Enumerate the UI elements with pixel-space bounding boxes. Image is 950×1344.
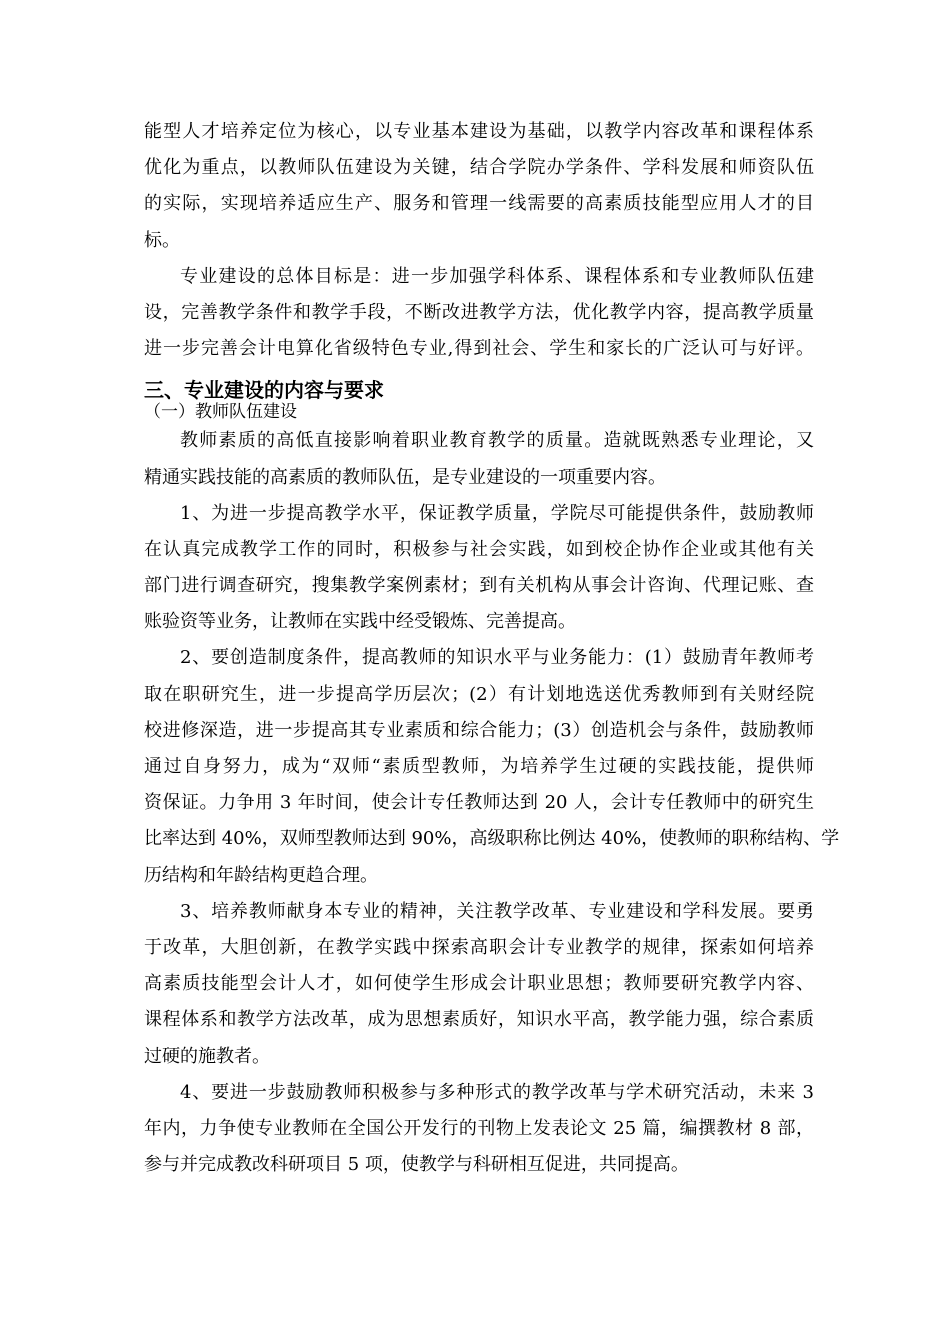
text-line: 账验资等业务，让教师在实践中经受锻炼、完善提高。 [144,611,576,633]
paragraph-teacher-quality [144,427,814,499]
text-line: 课程体系和教学方法改革，成为思想素质好，知识水平高，教学能力强，综合素质 [144,1009,814,1031]
text-line: 年内，力争使专业教师在全国公开发行的刊物上发表论文 25 篇，编撰教材 8 部， [144,1117,814,1139]
text-line: 标。 [144,229,180,251]
text-line: 的实际，实现培养适应生产、服务和管理一线需要的高素质技能型应用人才的目 [144,193,814,215]
text-line: 4、要进一步鼓励教师积极参与多种形式的教学改革与学术研究活动，未来 3 [180,1081,814,1103]
text-line: 进一步完善会计电算化省级特色专业,得到社会、学生和家长的广泛认可与好评。 [144,338,814,360]
text-line: 教师素质的高低直接影响着职业教育教学的质量。造就既熟悉专业理论，又 [180,430,814,452]
document-page [144,118,840,1187]
section-heading: 三、专业建设的内容与要求 [144,378,384,403]
text-line: 3、培养教师献身本专业的精神，关注教学改革、专业建设和学科发展。要勇 [180,900,814,922]
text-line: 资保证。力争用 3 年时间，使会计专任教师达到 20 人，会计专任教师中的研究生 [144,792,814,814]
text-line: 部门进行调查研究，搜集教学案例素材；到有关机构从事会计咨询、代理记账、查 [144,575,814,597]
text-line: 2、要创造制度条件，提高教师的知识水平与业务能力：(1）鼓励青年教师考 [180,647,814,669]
text-line: 取在职研究生，进一步提高学历层次；(2）有计划地选送优秀教师到有关财经院 [144,683,814,705]
text-line: 1、为进一步提高教学水平，保证教学质量，学院尽可能提供条件，鼓励教师 [180,502,814,524]
text-line: 专业建设的总体目标是：进一步加强学科体系、课程体系和专业教师队伍建 [180,265,814,287]
text-line: 在认真完成教学工作的同时，积极参与社会实践，如到校企协作企业或其他有关 [144,538,814,560]
paragraph-item-1 [144,500,814,645]
text-line: 设，完善教学条件和教学手段，不断改进教学方法，优化教学内容，提高教学质量 [144,301,814,323]
text-line: 高素质技能型会计人才，如何使学生形成会计职业思想；教师要研究教学内容、 [144,973,814,995]
subsection-heading: （一）教师队伍建设 [144,402,297,423]
text-line: 过硬的施教者。 [144,1045,270,1067]
paragraph-overall-goal [144,263,814,372]
paragraph-item-4 [144,1079,814,1188]
text-line: 通过自身努力，成为“双师“素质型教师，为培养学生过硬的实践技能，提供师 [144,756,814,777]
text-line: 于改革，大胆创新，在教学实践中探索高职会计专业教学的规律，探索如何培养 [144,936,814,958]
text-line: 优化为重点，以教师队伍建设为关键，结合学院办学条件、学科发展和师资队伍 [144,157,814,179]
paragraph-item-2 [144,644,840,897]
paragraph-training-goal [144,118,814,263]
text-line: 能型人才培养定位为核心，以专业基本建设为基础，以教学内容改革和课程体系 [144,121,814,142]
text-line: 历结构和年龄结构更趋合理。 [144,864,378,886]
paragraph-item-3 [144,898,814,1079]
text-line: 精通实践技能的高素质的教师队伍，是专业建设的一项重要内容。 [144,466,666,488]
text-line: 参与并完成教改科研项目 5 项，使教学与科研相互促进，共同提高。 [144,1154,689,1176]
text-line: 比率达到 40%，双师型教师达到 90%，高级职称比例达 40%，使教师的职称结构、学 [144,828,840,850]
text-line: 校进修深造，进一步提高其专业素质和综合能力；(3）创造机会与条件，鼓励教师 [144,719,814,741]
